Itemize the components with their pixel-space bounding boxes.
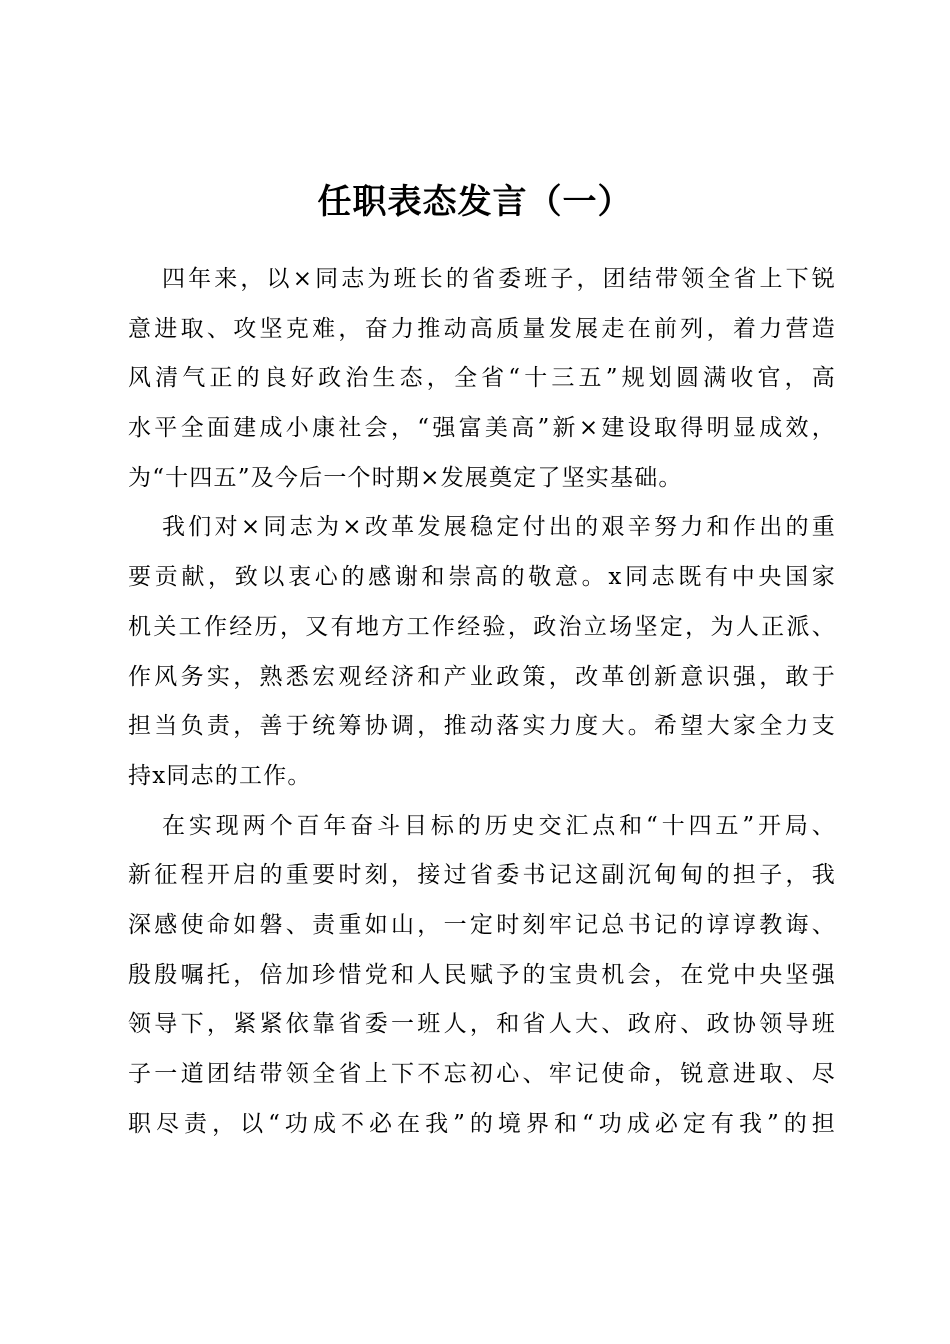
text-line: 新征程开启的重要时刻，接过省委书记这副沉甸甸的担子，我 xyxy=(128,862,836,889)
document-title: 任职表态发言（一） xyxy=(317,182,633,222)
text-line: 为“十四五”及今后一个时期×发展奠定了坚实基础。 xyxy=(128,464,683,491)
paragraph-1 xyxy=(128,255,836,503)
paragraph-2 xyxy=(128,503,836,801)
text-line: 作风务实，熟悉宏观经济和产业政策，改革创新意识强，敢于 xyxy=(128,663,836,690)
document-body xyxy=(128,255,836,1149)
text-line: 在实现两个百年奋斗目标的历史交汇点和“十四五”开局、 xyxy=(162,812,836,839)
text-line: 职尽责，以“功成不必在我”的境界和“功成必定有我”的担 xyxy=(128,1110,836,1137)
text-line: 四年来，以×同志为班长的省委班子，团结带领全省上下锐 xyxy=(162,266,836,292)
text-line: 持x同志的工作。 xyxy=(128,762,312,789)
text-line: 担当负责，善于统筹协调，推动落实力度大。希望大家全力支 xyxy=(128,713,836,740)
text-line: 我们对×同志为×改革发展稳定付出的艰辛努力和作出的重 xyxy=(162,514,836,541)
text-line: 水平全面建成小康社会，“强富美高”新×建设取得明显成效， xyxy=(128,415,836,442)
text-line: 殷殷嘱托，倍加珍惜党和人民赋予的宝贵机会，在党中央坚强 xyxy=(128,961,836,988)
text-line: 要贡献，致以衷心的感谢和崇高的敬意。x同志既有中央国家 xyxy=(128,564,836,591)
text-line: 领导下，紧紧依靠省委一班人，和省人大、政府、政协领导班 xyxy=(128,1011,836,1038)
text-line: 深感使命如磐、责重如山，一定时刻牢记总书记的谆谆教诲、 xyxy=(128,911,836,938)
text-line: 子一道团结带领全省上下不忘初心、牢记使命，锐意进取、尽 xyxy=(128,1061,836,1087)
text-line: 意进取、攻坚克难，奋力推动高质量发展走在前列，着力营造 xyxy=(128,315,836,342)
paragraph-3 xyxy=(128,802,836,1150)
text-line: 机关工作经历，又有地方工作经验，政治立场坚定，为人正派、 xyxy=(128,613,836,640)
text-line: 风清气正的良好政治生态，全省“十三五”规划圆满收官，高 xyxy=(128,365,836,392)
